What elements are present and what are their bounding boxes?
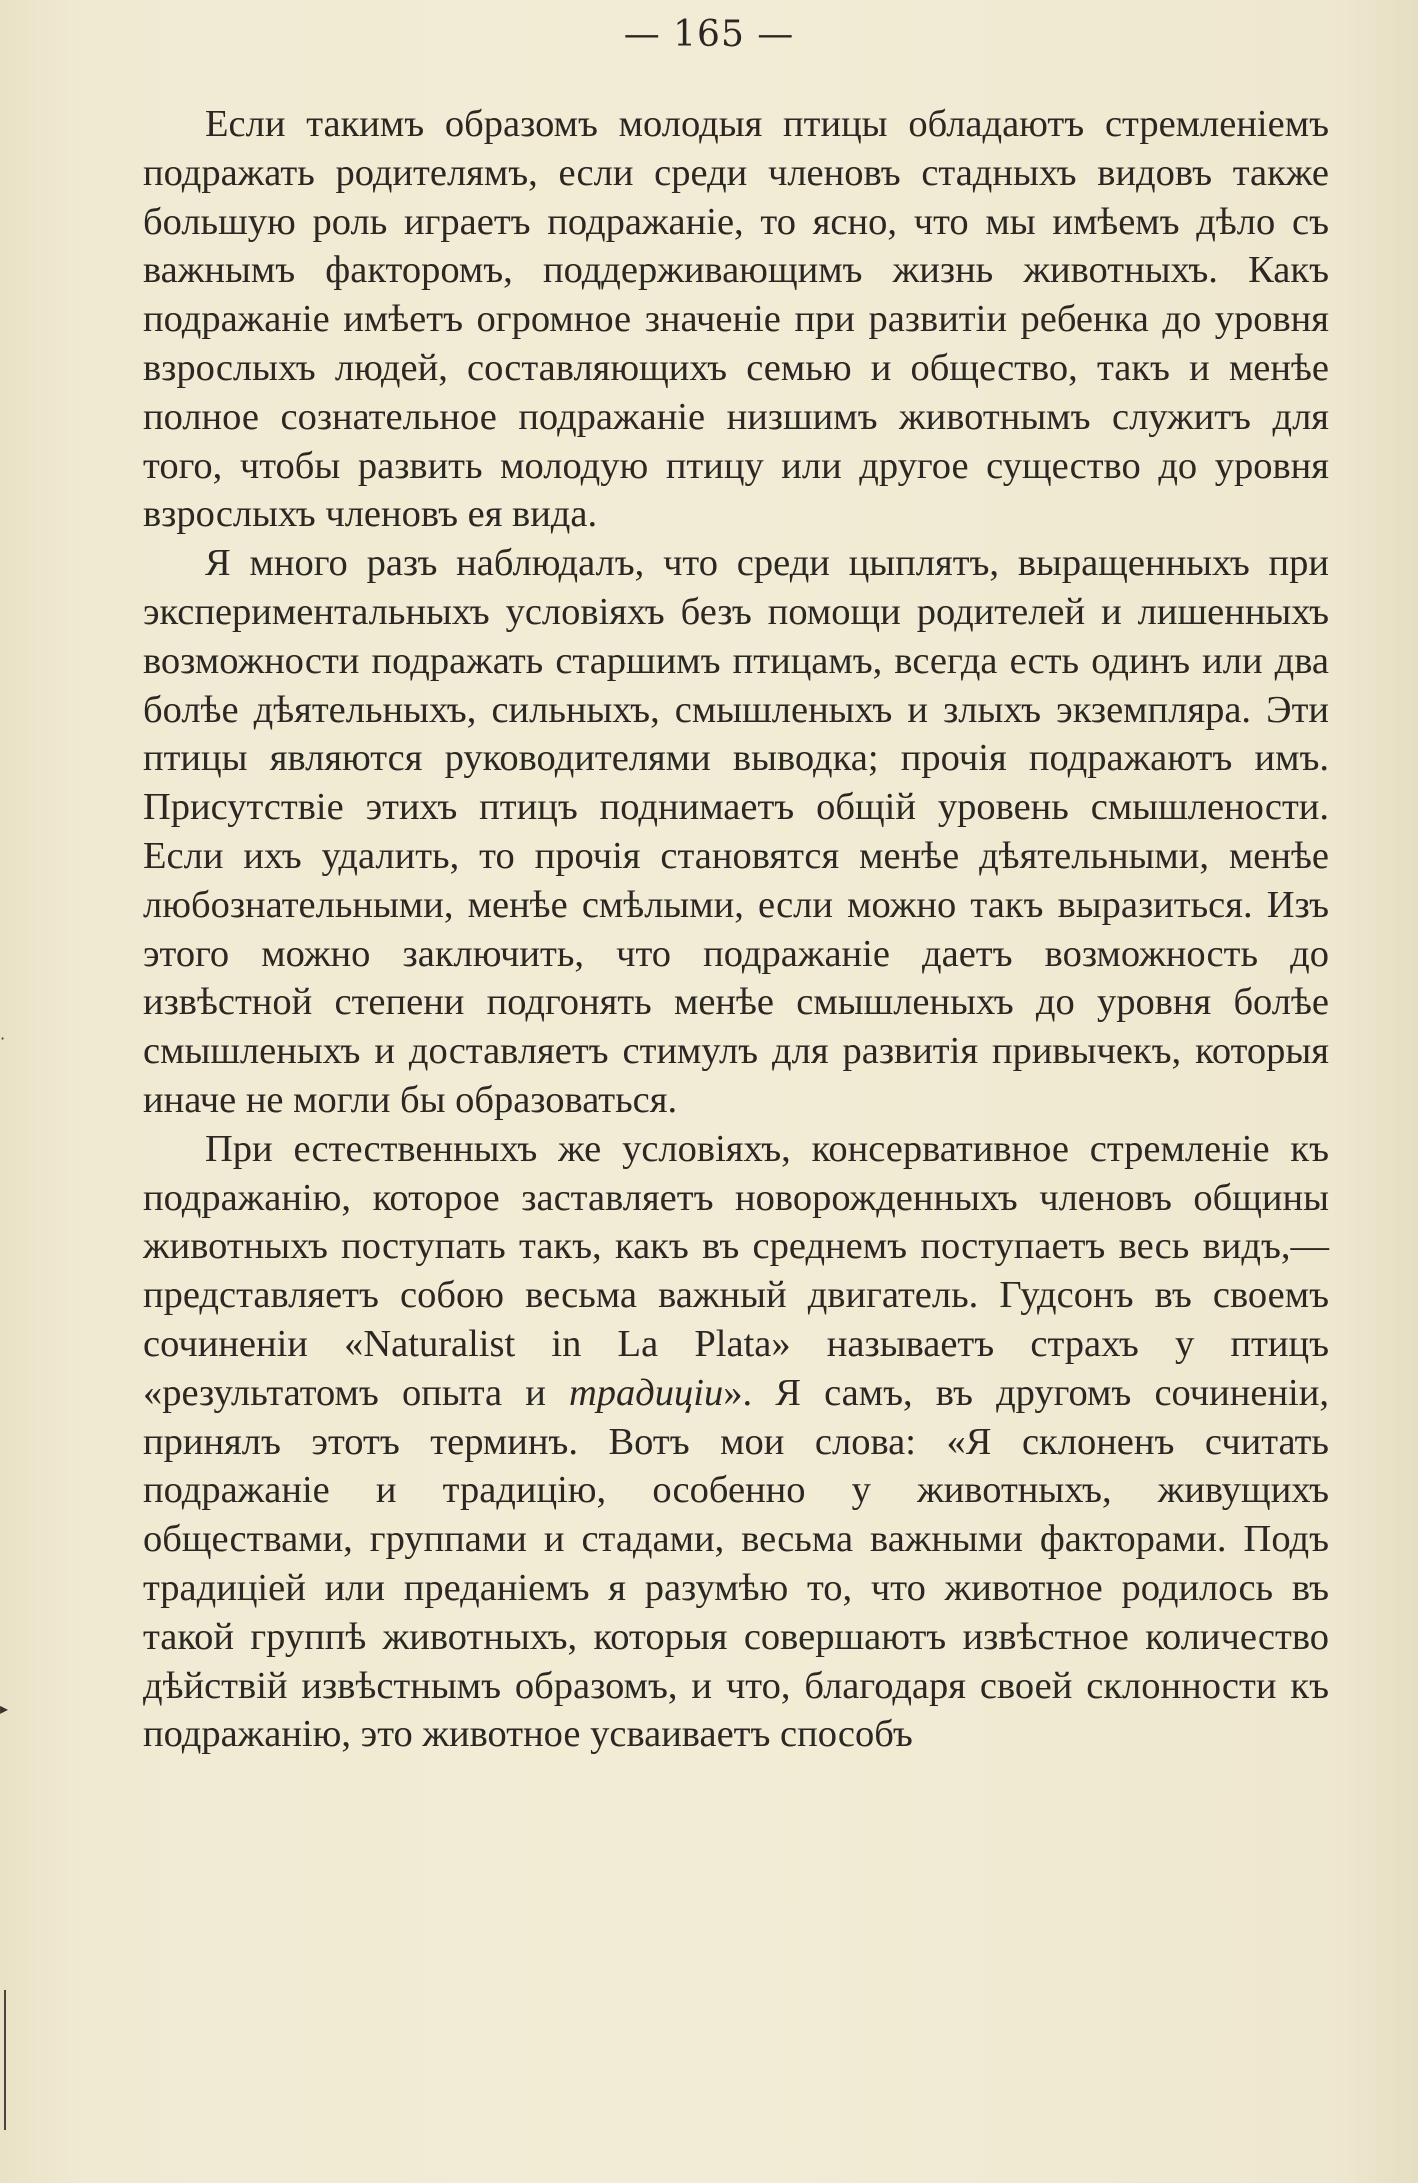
paragraph-3-start: При естественныхъ же условіяхъ, консервативное стремленіе къ подражанію, которое заставляетъ новорожденныхъ членовъ общины животныхъ поступать такъ, какъ въ среднемъ поступаетъ весь видъ,—представляетъ собою весьма важный двигатель. Гудсонъ въ своемъ сочиненіи «Naturalist in La Plata» называетъ страхъ у птицъ «результатомъ опыта и — [143, 1127, 1329, 1414]
italic-term: традиціи — [569, 1371, 724, 1414]
margin-arrow-icon: ▸ — [0, 1699, 9, 1718]
paragraph-2: Я много разъ наблюдалъ, что среди цыплятъ, выращенныхъ при экспериментальныхъ условіяхъ безъ помощи родителей и лишенныхъ возможности подражать старшимъ птицамъ, всегда есть одинъ или два болѣе дѣятельныхъ, сильныхъ, смышленыхъ и злыхъ экземпляра. Эти птицы являются руководителями выводка; прочія подражаютъ имъ. Присутствіе этихъ птицъ поднимаетъ общій уровень смышлености. Если ихъ удалить, то прочія становятся менѣе дѣятельными, менѣе любознательными, менѣе смѣлыми, если можно такъ выразиться. Изъ этого можно заключить, что подражаніе даетъ возможность до извѣстной степени подгонять менѣе смышленыхъ до уровня болѣе смышленыхъ и доставляетъ стимулъ для развитія привычекъ, которыя иначе не могли бы образоваться. — [143, 542, 1329, 1121]
paragraph-3 — [143, 1125, 1329, 1759]
margin-tick-icon: · — [0, 1029, 6, 1048]
paragraph-1: Если такимъ образомъ молодыя птицы обладаютъ стремленіемъ подражать родителямъ, если среди членовъ стадныхъ видовъ также большую роль играетъ подражаніе, то ясно, что мы имѣемъ дѣло съ важнымъ факторомъ, поддерживающимъ жизнь животныхъ. Какъ подражаніе имѣетъ огромное значеніе при развитіи ребенка до уровня взрослыхъ людей, составляющихъ семью и общество, такъ и менѣе полное сознательное подражаніе низшимъ животнымъ служитъ для того, чтобы развить молодую птицу или другое существо до уровня взрослыхъ членовъ ея вида. — [143, 103, 1329, 536]
body-text — [143, 100, 1329, 1759]
page-edge-line — [4, 1990, 6, 2130]
page-number: — 165 — — [623, 14, 795, 55]
paragraph-3-end: ». Я самъ, въ другомъ сочиненіи, принялъ этотъ терминъ. Вотъ мои слова: «Я склоненъ считать подражаніе и традицію, особенно у животныхъ, живущихъ обществами, группами и стадами, весьма важными факторами. Подъ традиціей или преданіемъ я разумѣю то, что животное родилось въ такой группѣ животныхъ, которыя совершаютъ извѣстное количество дѣйствій извѣстнымъ образомъ, и что, благодаря своей склонности къ подражанію, это животное усваиваетъ способъ — [143, 1371, 1329, 1756]
